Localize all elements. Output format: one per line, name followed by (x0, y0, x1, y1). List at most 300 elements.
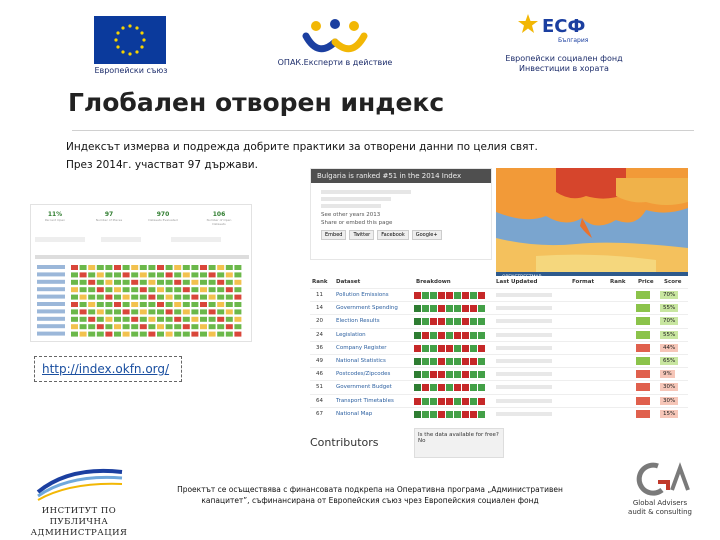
esf-caption-line2: Инвестиции в хората (519, 64, 609, 73)
grid-cell (217, 324, 224, 329)
grid-cell (200, 272, 207, 277)
breakdown-box (422, 411, 429, 418)
twitter-button[interactable]: Twitter (349, 230, 374, 240)
grid-cell (200, 287, 207, 292)
grid-cell (88, 317, 95, 322)
grid-cell (97, 287, 104, 292)
grid-cell (166, 324, 173, 329)
breakdown-box (446, 332, 453, 339)
grid-cell (148, 287, 155, 292)
row-rank: 11 (316, 292, 323, 298)
row-placeholder-bar (496, 319, 552, 323)
grid-cell (166, 317, 173, 322)
table-row[interactable] (310, 301, 688, 314)
grid-cell (234, 280, 241, 285)
grid-cell (209, 317, 216, 322)
grid-cell (131, 280, 138, 285)
grid-cell (123, 272, 130, 277)
row-score: 65% (660, 357, 678, 365)
row-price-badge (636, 357, 650, 365)
grid-cell (217, 287, 224, 292)
grid-cell (157, 272, 164, 277)
row-score: 9% (660, 370, 675, 378)
table-row[interactable] (310, 380, 688, 393)
table-row[interactable] (310, 288, 688, 301)
grid-cell (97, 280, 104, 285)
breakdown-box (430, 332, 437, 339)
breakdown-box (462, 384, 469, 391)
grid-cell (217, 317, 224, 322)
grid-cell (200, 332, 207, 337)
grid-cell (71, 295, 78, 300)
breakdown-box (430, 318, 437, 325)
breakdown-box (454, 358, 461, 365)
grid-cell (148, 332, 155, 337)
grid-cell (131, 295, 138, 300)
grid-cell (140, 332, 147, 337)
grid-cell (131, 324, 138, 329)
breakdown-box (414, 371, 421, 378)
grid-cell (157, 302, 164, 307)
global-advisers-logo (628, 460, 692, 500)
breakdown-box (430, 384, 437, 391)
breakdown-box (478, 318, 485, 325)
row-rank: 49 (316, 357, 323, 364)
row-price-badge (636, 331, 650, 339)
row-dataset[interactable]: National Map (336, 410, 373, 417)
row-placeholder-bar (496, 346, 552, 350)
grid-cell (148, 280, 155, 285)
grid-cell (148, 302, 155, 307)
grid-cell (234, 309, 241, 314)
row-price-badge (636, 344, 650, 352)
breakdown-box (470, 332, 477, 339)
grid-row-label (37, 309, 65, 313)
grid-cell (140, 280, 147, 285)
grid-cell (226, 265, 233, 270)
grid-cell (131, 287, 138, 292)
breakdown-box (454, 305, 461, 312)
dataset-rows (310, 288, 688, 420)
bulgaria-rank-banner: Bulgaria is ranked #51 in the 2014 Index (311, 169, 491, 183)
eu-flag-logo (94, 16, 166, 64)
row-dataset[interactable]: Pollution Emissions (336, 292, 389, 298)
breakdown-box (470, 318, 477, 325)
breakdown-box (446, 292, 453, 299)
grid-cell (114, 309, 121, 314)
breakdown-box (478, 305, 485, 312)
breakdown-box (430, 345, 437, 352)
breakdown-box (414, 305, 421, 312)
grid-cell (157, 265, 164, 270)
grid-cell (191, 332, 198, 337)
row-dataset[interactable]: Company Register (336, 344, 387, 351)
grid-row-label (37, 302, 65, 306)
grid-cell (191, 280, 198, 285)
grid-cell (97, 309, 104, 314)
grid-cell (88, 302, 95, 307)
stat-percent-open: 11% Percent Open (44, 211, 66, 222)
grid-cell (191, 265, 198, 270)
table-row[interactable] (310, 341, 688, 354)
stat-datasets: 970 Datasets Evaluated (148, 211, 178, 222)
grid-cell (97, 332, 104, 337)
breakdown-box (422, 345, 429, 352)
row-price-badge (636, 410, 650, 418)
breakdown-box (438, 292, 445, 299)
breakdown-box (462, 358, 469, 365)
breakdown-box (438, 384, 445, 391)
table-row[interactable] (310, 328, 688, 341)
row-dataset[interactable]: Government Budget (336, 384, 392, 391)
share-label: Share or embed this page (321, 220, 393, 226)
grid-cell (114, 272, 121, 277)
country-page-screenshot (310, 168, 492, 260)
grid-cell (80, 265, 87, 270)
breakdown-box (462, 318, 469, 325)
breakdown-box (430, 398, 437, 405)
grid-cell (140, 287, 147, 292)
datasets-table-screenshot (310, 276, 688, 426)
grid-cell (174, 265, 181, 270)
breakdown-box (430, 292, 437, 299)
breakdown-box (446, 318, 453, 325)
row-placeholder-bar (496, 306, 552, 310)
row-rank: 67 (316, 410, 323, 417)
grid-cell (217, 302, 224, 307)
grid-cell (88, 280, 95, 285)
grid-cell (209, 265, 216, 270)
grid-cell (123, 332, 130, 337)
breakdown-box (422, 292, 429, 299)
grid-cell (114, 295, 121, 300)
grid-cell (174, 332, 181, 337)
grid-cell (234, 265, 241, 270)
grid-cell (226, 302, 233, 307)
breakdown-box (446, 411, 453, 418)
grid-cell (97, 317, 104, 322)
breakdown-box (414, 411, 421, 418)
grid-cell (183, 265, 190, 270)
grid-cell (183, 280, 190, 285)
grid-cell (183, 317, 190, 322)
facebook-button[interactable]: Facebook (377, 230, 409, 240)
svg-text:България: България (558, 37, 588, 44)
grid-cell (226, 324, 233, 329)
grid-cell (140, 302, 147, 307)
grid-cell (191, 295, 198, 300)
table-row[interactable] (310, 407, 688, 420)
grid-cell (209, 332, 216, 337)
grid-cell (88, 309, 95, 314)
grid-cell (114, 265, 121, 270)
grid-cell (209, 295, 216, 300)
grid-cell (157, 280, 164, 285)
grid-cell (148, 317, 155, 322)
grid-cell (97, 272, 104, 277)
row-dataset[interactable]: Election Results (336, 318, 380, 325)
breakdown-box (438, 318, 445, 325)
breakdown-box (414, 384, 421, 391)
breakdown-box (446, 384, 453, 391)
breakdown-box (422, 358, 429, 365)
breakdown-icons (414, 398, 485, 405)
row-placeholder-bar (496, 385, 552, 389)
grid-cell (217, 265, 224, 270)
grid-cell (114, 324, 121, 329)
index-link[interactable]: http://index.okfn.org/ (42, 362, 170, 376)
breakdown-box (478, 398, 485, 405)
grid-cell (234, 317, 241, 322)
grid-cell (166, 295, 173, 300)
grid-cell (226, 295, 233, 300)
grid-cell (148, 324, 155, 329)
opak-caption: ОПАК.Експерти в действие (277, 58, 393, 67)
row-price-badge (636, 291, 650, 299)
grid-cell (217, 309, 224, 314)
breakdown-box (454, 292, 461, 299)
grid-cell (97, 265, 104, 270)
grid-cell (166, 265, 173, 270)
grid-cell (200, 309, 207, 314)
breakdown-icons (414, 292, 485, 299)
breakdown-box (414, 358, 421, 365)
grid-cell (183, 272, 190, 277)
ga-line1: Global Advisers (632, 499, 688, 507)
breakdown-box (478, 384, 485, 391)
grid-cell (105, 265, 112, 270)
breakdown-box (462, 371, 469, 378)
grid-cell (200, 324, 207, 329)
grid-cell (226, 332, 233, 337)
grid-row-label (37, 317, 65, 321)
breakdown-box (414, 292, 421, 299)
col-rank: Rank (312, 279, 328, 285)
row-rank: 24 (316, 331, 323, 338)
grid-cell (226, 309, 233, 314)
grid-cell (174, 302, 181, 307)
grid-cell (88, 272, 95, 277)
embed-button[interactable]: Embed (321, 230, 346, 240)
grid-cell (200, 302, 207, 307)
row-score: 70% (660, 291, 678, 299)
title-divider (72, 130, 694, 131)
grid-cell (157, 309, 164, 314)
grid-cell (157, 295, 164, 300)
grid-cell (131, 317, 138, 322)
row-dataset[interactable]: Government Spending (336, 305, 398, 312)
grid-cell (105, 280, 112, 285)
breakdown-box (438, 345, 445, 352)
opak-logo (302, 18, 368, 60)
grid-cell (80, 302, 87, 307)
grid-cell (105, 272, 112, 277)
esf-logo (518, 10, 588, 50)
grid-cell (97, 302, 104, 307)
grid-cell (174, 287, 181, 292)
description-line1: Индексът измерва и подрежда добрите практики за отворени данни по целия свят. (66, 141, 538, 153)
grid-row-label (37, 324, 65, 328)
table-header (310, 276, 688, 288)
grid-cell (183, 302, 190, 307)
grid-cell (217, 272, 224, 277)
grid-cell (226, 317, 233, 322)
ipa-logo (30, 462, 130, 502)
grid-cell (217, 280, 224, 285)
institute-line1: ИНСТИТУТ ПО ПУБЛИЧНА (41, 506, 117, 527)
grid-cell (166, 309, 173, 314)
row-score: 55% (660, 331, 678, 339)
grid-cell (80, 332, 87, 337)
row-rank: 14 (316, 305, 323, 312)
breakdown-box (422, 384, 429, 391)
breakdown-box (414, 332, 421, 339)
grid-cell (217, 295, 224, 300)
row-dataset[interactable]: Legislation (336, 331, 366, 338)
grid-cell (209, 309, 216, 314)
grid-row-label (37, 272, 65, 276)
google-button[interactable]: Google+ (412, 230, 442, 240)
col-rank2: Rank (610, 279, 626, 285)
breakdown-box (454, 384, 461, 391)
breakdown-box (462, 305, 469, 312)
grid-cell (209, 272, 216, 277)
grid-cell (80, 287, 87, 292)
row-dataset[interactable]: National Statistics (336, 357, 386, 364)
grid-cell (191, 272, 198, 277)
breakdown-box (430, 358, 437, 365)
row-placeholder-bar (496, 412, 552, 416)
table-row[interactable] (310, 367, 688, 380)
breakdown-box (446, 371, 453, 378)
grid-cell (226, 287, 233, 292)
grid-cell (148, 272, 155, 277)
col-price: Price (638, 279, 654, 285)
row-price-badge (636, 397, 650, 405)
grid-cell (71, 302, 78, 307)
esf-caption (496, 54, 632, 74)
row-rank: 36 (316, 344, 323, 351)
eu-caption: Европейски съюз (94, 66, 168, 75)
grid-cell (183, 332, 190, 337)
grid-cell (131, 309, 138, 314)
grid-cell (234, 332, 241, 337)
col-dataset: Dataset (336, 279, 361, 285)
stat-number-places: 97 Number of Places (95, 211, 123, 222)
table-row[interactable] (310, 314, 688, 327)
grid-cell (217, 332, 224, 337)
grid-cell (131, 302, 138, 307)
grid-cell (71, 332, 78, 337)
grid-cell (105, 302, 112, 307)
grid-cell (234, 287, 241, 292)
table-row[interactable] (310, 394, 688, 407)
grid-cell (157, 324, 164, 329)
index-overview-screenshot (30, 204, 252, 342)
grid-cell (114, 302, 121, 307)
breakdown-box (462, 332, 469, 339)
row-dataset[interactable]: Postcodes/Zipcodes (336, 371, 391, 378)
row-placeholder-bar (496, 333, 552, 337)
breakdown-box (438, 332, 445, 339)
share-buttons (321, 230, 481, 240)
breakdown-box (430, 411, 437, 418)
grid-cell (234, 295, 241, 300)
grid-cell (174, 309, 181, 314)
grid-cell (114, 317, 121, 322)
grid-cell (71, 265, 78, 270)
svg-text:ЕСФ: ЕСФ (542, 16, 586, 37)
breakdown-box (462, 398, 469, 405)
grid-cell (174, 295, 181, 300)
grid-cell (114, 280, 121, 285)
table-row[interactable] (310, 354, 688, 367)
grid-cell (183, 287, 190, 292)
row-rank: 51 (316, 384, 323, 391)
breakdown-box (462, 292, 469, 299)
grid-row-label (37, 332, 65, 336)
grid-cell (148, 309, 155, 314)
grid-cell (88, 287, 95, 292)
grid-cell (123, 309, 130, 314)
breakdown-box (422, 305, 429, 312)
grid-cell (191, 302, 198, 307)
row-rank: 20 (316, 318, 323, 325)
breakdown-box (462, 345, 469, 352)
see-other-years[interactable]: See other years 2013 (321, 212, 381, 218)
breakdown-box (422, 371, 429, 378)
breakdown-box (454, 411, 461, 418)
grid-cell (80, 324, 87, 329)
row-rank: 64 (316, 397, 323, 404)
global-advisers-caption (612, 499, 708, 517)
grid-cell (174, 324, 181, 329)
grid-cell (140, 317, 147, 322)
grid-cell (88, 295, 95, 300)
grid-cell (174, 317, 181, 322)
grid-cell (166, 287, 173, 292)
breakdown-box (430, 305, 437, 312)
grid-cell (114, 332, 121, 337)
grid-cell (209, 287, 216, 292)
grid-cell (71, 309, 78, 314)
availability-tooltip: Is the data available for free? No (414, 428, 504, 458)
breakdown-box (470, 384, 477, 391)
grid-cell (123, 295, 130, 300)
grid-cell (140, 272, 147, 277)
grid-cell (105, 295, 112, 300)
grid-cell (234, 272, 241, 277)
grid-cell (166, 302, 173, 307)
grid-cell (191, 317, 198, 322)
grid-cell (166, 280, 173, 285)
grid-cell (166, 332, 173, 337)
breakdown-icons (414, 411, 485, 418)
grid-cell (157, 332, 164, 337)
row-score: 30% (660, 383, 678, 391)
grid-cell (105, 332, 112, 337)
row-dataset[interactable]: Transport Timetables (336, 397, 394, 404)
breakdown-box (470, 371, 477, 378)
grid-cell (174, 272, 181, 277)
breakdown-box (478, 358, 485, 365)
col-breakdown: Breakdown (416, 279, 451, 285)
breakdown-box (454, 345, 461, 352)
breakdown-box (454, 398, 461, 405)
breakdown-box (454, 371, 461, 378)
grid-cell (105, 324, 112, 329)
grid-cell (80, 280, 87, 285)
